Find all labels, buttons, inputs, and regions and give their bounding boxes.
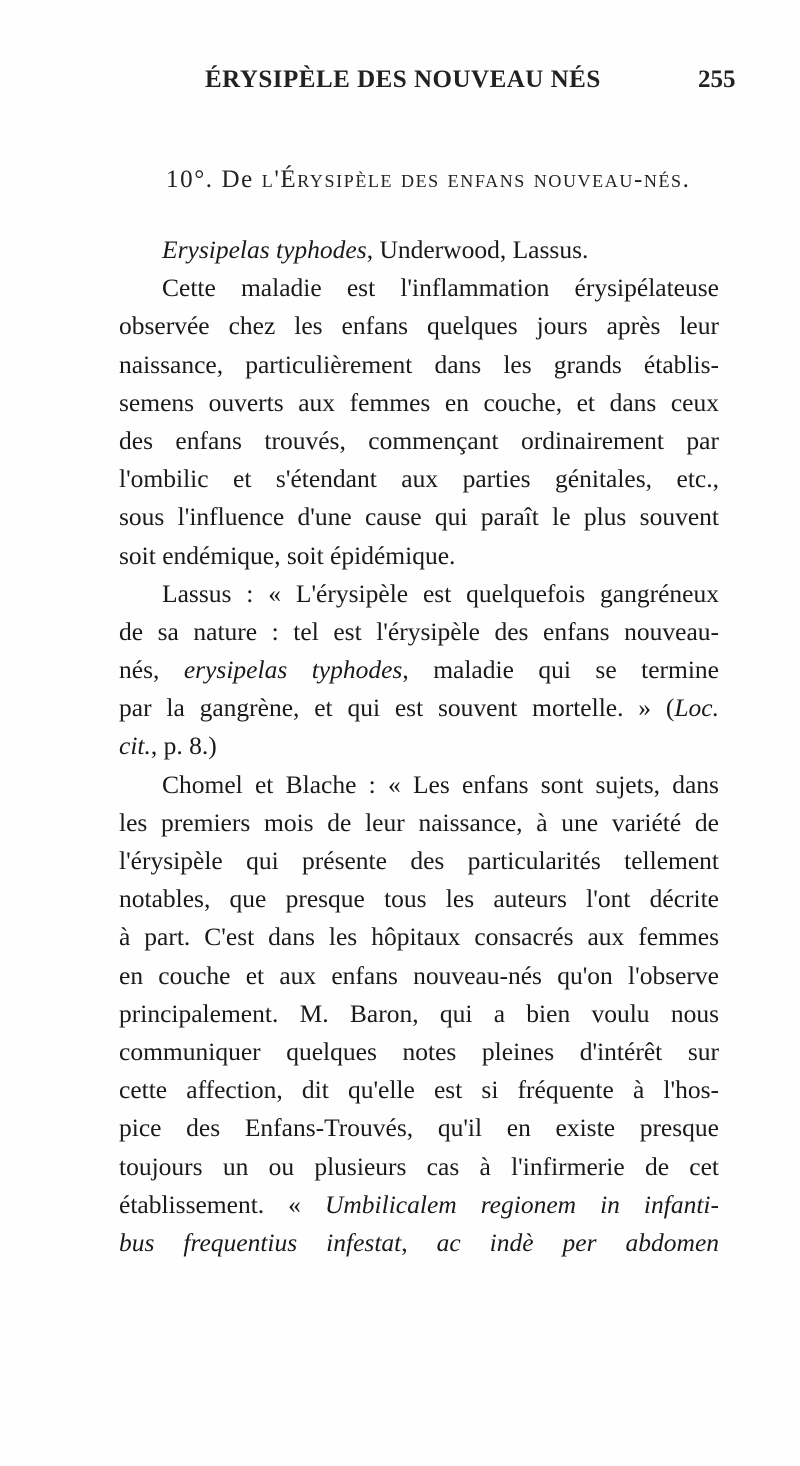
text-segment: soit endémique, soit épidémique. (119, 540, 456, 570)
text-line (119, 651, 719, 689)
italic-text: cit. (119, 731, 151, 761)
text-line (119, 1148, 719, 1186)
italic-text: Erysipelas typhodes (162, 235, 367, 264)
text-segment: l'ombilic et s'étendant aux parties génitales, etc., (119, 464, 719, 494)
text-segment: communiquer quelques notes pleines d'intérêt sur (119, 1036, 719, 1066)
text-line (119, 613, 719, 651)
italic-text: Umbilicalem regionem in infanti- (324, 1189, 719, 1219)
text-line (119, 346, 719, 384)
text-segment: semens ouverts aux femmes en couche, et dans ceux (119, 387, 719, 417)
text-segment: , Underwood, Lassus. (366, 235, 589, 264)
text-segment: les premiers mois de leur naissance, à une variété de (119, 807, 719, 837)
text-segment: toujours un ou plusieurs cas à l'infirmerie de cet (119, 1151, 719, 1181)
text-segment: principalement. M. Baron, qui a bien voulu nous (119, 998, 719, 1028)
paragraph (119, 575, 719, 766)
text-line (119, 842, 719, 880)
text-segment: , p. 8.) (150, 731, 217, 761)
paragraph (119, 766, 719, 1262)
text-segment: sous l'influence d'une cause qui paraît le plus souvent (119, 502, 719, 532)
text-line (119, 880, 719, 918)
text-segment: pice des Enfans-Trouvés, qu'il en existe presque (119, 1113, 719, 1143)
text-segment: Chomel et Blache : « Les enfans sont sujets, dans (162, 769, 719, 799)
text-segment: l'érysipèle qui présente des particularités tellement (119, 846, 719, 875)
text-line (119, 1186, 719, 1224)
running-header (0, 66, 800, 106)
text-segment: de sa nature : tel est l'érysipèle des enfans nouveau- (119, 616, 719, 646)
text-line (119, 1109, 719, 1147)
text-segment: nés, (119, 655, 184, 685)
text-line (119, 689, 719, 727)
text-line (119, 422, 719, 460)
text-segment: observée chez les enfans quelques jours après leur (119, 311, 719, 341)
italic-text: erysipelas typhodes (183, 655, 403, 685)
text-line (119, 384, 719, 422)
italic-text: Loc. (674, 693, 719, 723)
text-line (119, 995, 719, 1033)
text-line (119, 269, 719, 307)
paragraph (119, 231, 719, 269)
text-segment: Cette maladie est l'inflammation érysipélateuse (162, 273, 719, 303)
text-line (119, 1033, 719, 1071)
text-line (119, 498, 719, 536)
paragraph (119, 269, 719, 575)
text-line (119, 727, 719, 765)
page-number: 255 (698, 66, 736, 93)
text-line (119, 766, 719, 804)
text-line (119, 1224, 719, 1262)
section-title: l'Érysipèle des enfans nouveau-nés. (261, 166, 691, 193)
section-number: 10°. (166, 166, 214, 193)
text-segment: Lassus : « L'érysipèle est quelquefois gangréneux (162, 578, 719, 608)
text-segment: établissement. « (119, 1189, 325, 1219)
text-line (119, 231, 719, 269)
text-line (119, 918, 719, 956)
text-line (119, 537, 719, 575)
section-title-prefix: De (221, 166, 254, 193)
running-title: ÉRYSIPÈLE DES NOUVEAU NÉS (205, 66, 601, 93)
body-text (119, 231, 719, 1262)
italic-text: bus frequentius infestat (119, 1227, 402, 1257)
text-segment: notables, que presque tous les auteurs l'ont décrite (119, 884, 719, 914)
text-segment: , maladie qui se termine (402, 655, 720, 685)
text-line (119, 957, 719, 995)
section-heading (166, 166, 691, 194)
text-line (119, 804, 719, 842)
text-line (119, 307, 719, 345)
italic-text: ac indè per abdomen (436, 1227, 720, 1257)
text-segment: cette affection, dit qu'elle est si fréquente à l'hos- (119, 1075, 719, 1105)
text-segment: , (401, 1227, 437, 1257)
text-line (119, 1071, 719, 1109)
text-line (119, 460, 719, 498)
text-segment: naissance, particulièrement dans les grands établis- (119, 349, 719, 379)
text-segment: à part. C'est dans les hôpitaux consacrés aux femmes (119, 922, 719, 952)
text-segment: des enfans trouvés, commençant ordinairement par (119, 425, 719, 455)
text-segment: en couche et aux enfans nouveau-nés qu'on l'observe (119, 960, 719, 990)
text-line (119, 575, 719, 613)
text-segment: par la gangrène, et qui est souvent mortelle. » ( (119, 693, 675, 723)
